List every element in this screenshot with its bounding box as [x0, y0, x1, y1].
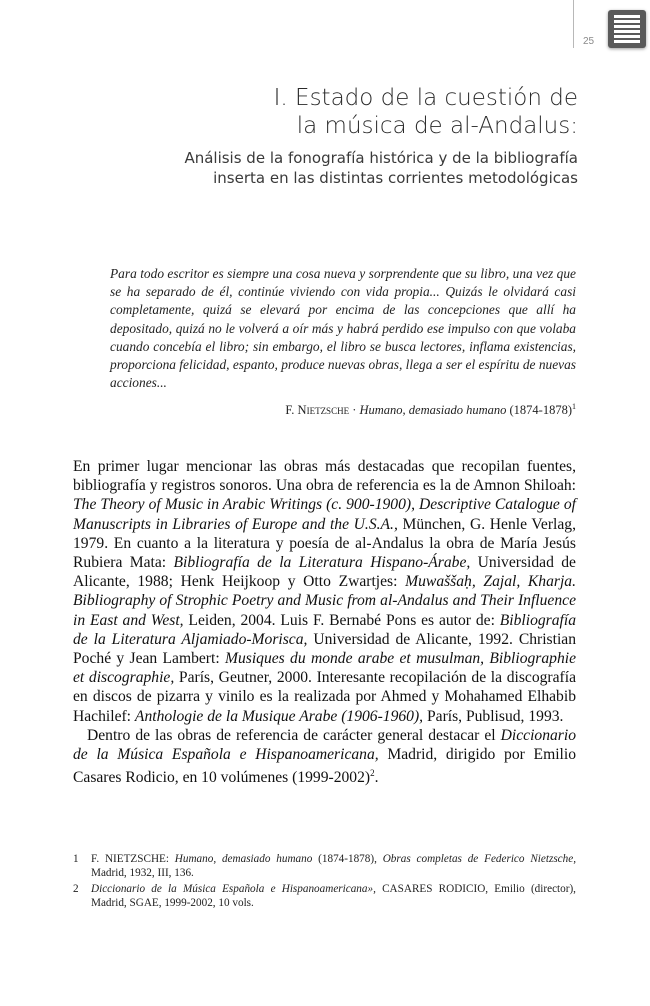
- footnote-title: Obras completas de Federico Nietzsche,: [382, 853, 576, 865]
- footnote-span: Madrid, 1932, III, 136.: [91, 867, 194, 880]
- footnote-text: [91, 852, 576, 881]
- footnote-ref-1[interactable]: 1: [572, 402, 576, 411]
- body-text-span: Dentro de las obras de referencia de carácter general destacar el: [87, 726, 501, 744]
- chapter-title: [108, 84, 578, 140]
- footnote-title: Diccionario de la Música Española e Hispanoamericana»,: [91, 882, 376, 895]
- book-title: Anthologie de la Musique Arabe (1906-1960),: [134, 707, 424, 725]
- epigraph-text: Para todo escritor es siempre una cosa nueva y sorprendente que su libro, una vez que se ha separado de él, continúe viviendo con vida propia... Quizás le olvidará casi completamente, quizá se elevará por encima de las concepciones que allí ha depositado, quizá no le volverá a oír más y habrá perdido ese impulso con que volaba cuando concebía el libro; sin embargo, el libro se busca lectores, inflama existencias, proporciona felicidad, espanto, produce nuevas obras, llega a ser el espíritu de nuevas acciones...: [110, 266, 576, 391]
- main-body-text: [73, 457, 576, 788]
- book-title: The Theory of Music in Arabic Writings (c. 900-1900), Descriptive Catalogue of Manuscripts in Libraries of Europe and the U.S.A.,: [73, 496, 576, 533]
- book-title: Bibliografía de la Literatura Hispano-Árabe,: [173, 554, 471, 572]
- footnote-ref-2[interactable]: 2: [370, 768, 375, 779]
- body-text-span: Leiden, 2004. Luis F. Bernabé Pons es autor de:: [183, 611, 500, 629]
- body-text-span: En primer lugar mencionar las obras más destacadas que recopilan fuentes, bibliografía y registros sonoros. Una obra de referencia es la de Amnon Shiloah:: [73, 458, 576, 495]
- footnote-span: CASARES RODICIO, Emilio (director), Madrid, SGAE, 1999-2002, 10 vols.: [91, 882, 576, 910]
- chapter-title-line-2: la música de al-Andalus:: [296, 113, 578, 139]
- chapter-subtitle-line-2: inserta en las distintas corrientes metodológicas: [213, 169, 578, 187]
- menu-button[interactable]: [608, 10, 646, 48]
- body-text-span: Universidad de Alicante, 1992. Christian Poché y Jean Lambert:: [73, 630, 577, 668]
- body-text-span: París, Geutner, 2000. Interesante recopilación de la discografía en discos de pizarra y vinilo es la realizada por Ahmed y Mohahamed Elhabib Hachilef:: [73, 669, 576, 725]
- epigraph-separator: ·: [349, 403, 360, 418]
- body-paragraph-2: [73, 726, 576, 788]
- footnote-title: Humano, demasiado humano: [174, 853, 313, 865]
- body-text-span: París, Publisud, 1993.: [423, 707, 564, 725]
- footnote-2: [73, 882, 576, 911]
- book-title: Musiques du monde arabe et musulman, Bibliographie et discographie,: [73, 650, 577, 687]
- body-text-span: Madrid, dirigido por Emilio Casares Rodicio, en 10 volúmenes (1999-2002): [73, 746, 576, 787]
- footnote-number: 2: [73, 882, 79, 895]
- book-title: Diccionario de la Música Española e Hispanoamericana,: [73, 726, 576, 764]
- footnote-1: [73, 852, 576, 881]
- chapter-subtitle: [108, 148, 578, 188]
- footnote-span: (1874-1878),: [312, 853, 383, 865]
- epigraph-quote: [110, 265, 576, 392]
- body-paragraph-1: [73, 457, 576, 726]
- body-text-span: München, G. Henle Verlag, 1979. En cuanto a la literatura y poesía de al-Andalus la obra de María Jesús Rubiera Mata:: [73, 515, 576, 572]
- chapter-subtitle-line-1: Análisis de la fonografía histórica y de la bibliografía: [184, 149, 578, 167]
- epigraph-author: F. Nietzsche: [285, 403, 350, 418]
- epigraph-year: (1874-1878): [506, 403, 572, 418]
- epigraph-work: Humano, demasiado humano: [359, 403, 507, 418]
- page-number-divider: [573, 0, 574, 48]
- footnotes: [73, 852, 576, 912]
- hamburger-menu-icon: [614, 15, 640, 43]
- page-number: 25: [583, 36, 595, 47]
- book-title: Muwaššaḥ, Zajal, Kharja. Bibliography of Strophic Poetry and Music from al-Andalus and Their Influence in East and West,: [73, 573, 576, 629]
- body-text-span: Universidad de Alicante, 1988; Henk Heijkoop y Otto Zwartjes:: [73, 554, 576, 591]
- footnote-number: 1: [73, 853, 79, 865]
- epigraph-attribution: [110, 402, 576, 418]
- book-title: Bibliografía de la Literatura Aljamiado-Morisca,: [73, 611, 576, 648]
- chapter-title-line-1: I. Estado de la cuestión de: [273, 85, 578, 111]
- footnote-span: F. NIETZSCHE:: [91, 853, 175, 865]
- body-text-span: .: [374, 769, 379, 787]
- footnote-text: [91, 882, 576, 911]
